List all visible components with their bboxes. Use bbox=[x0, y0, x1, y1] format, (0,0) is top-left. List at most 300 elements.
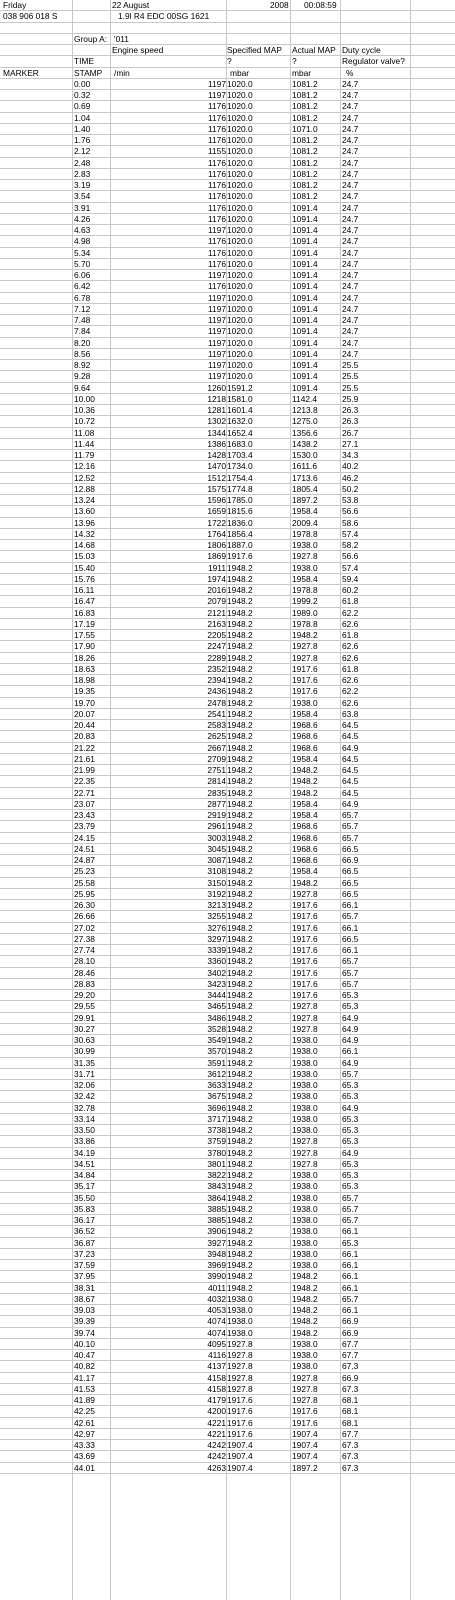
engine-speed-cell[interactable]: 3780 bbox=[207, 1147, 226, 1158]
specified-map-cell[interactable]: 1917.6 bbox=[227, 1395, 253, 1405]
actual-map-cell[interactable]: 1091.4 bbox=[292, 303, 318, 314]
time-stamp-cell[interactable]: 32.78 bbox=[74, 1102, 95, 1113]
engine-speed-cell[interactable]: 1218 bbox=[207, 393, 226, 404]
actual-map-cell[interactable]: 1938.0 bbox=[292, 1125, 318, 1135]
duty-cycle-cell[interactable]: 24.7 bbox=[342, 303, 359, 314]
duty-unit-cell[interactable]: % bbox=[346, 67, 354, 78]
duty-cycle-cell[interactable]: 24.7 bbox=[342, 101, 359, 112]
actual-map-cell[interactable]: 1968.6 bbox=[292, 742, 318, 753]
duty-cycle-cell[interactable]: 62.2 bbox=[342, 607, 359, 618]
actual-map-cell[interactable]: 1091.4 bbox=[292, 281, 318, 292]
duty-cycle-cell[interactable]: 67.3 bbox=[342, 1361, 359, 1372]
duty-cycle-cell[interactable]: 66.9 bbox=[342, 1316, 359, 1327]
actual-map-cell[interactable]: 1927.8 bbox=[292, 1383, 318, 1394]
duty-cycle-cell[interactable]: 24.7 bbox=[342, 112, 359, 123]
time-stamp-cell[interactable]: 29.55 bbox=[74, 1001, 95, 1012]
duty-cycle-cell[interactable]: 64.5 bbox=[342, 753, 359, 764]
engine-speed-cell[interactable]: 3864 bbox=[207, 1192, 226, 1203]
engine-speed-cell[interactable]: 3087 bbox=[207, 855, 226, 865]
specified-map-cell[interactable]: 1927.8 bbox=[227, 1372, 253, 1383]
time-stamp-cell[interactable]: 26.30 bbox=[74, 900, 95, 910]
duty-cycle-cell[interactable]: 67.3 bbox=[342, 1440, 359, 1450]
duty-cycle-cell[interactable]: 65.7 bbox=[342, 911, 359, 922]
time-stamp-cell[interactable]: 20.44 bbox=[74, 720, 95, 730]
time-stamp-cell[interactable]: 19.35 bbox=[74, 686, 95, 697]
engine-speed-cell[interactable]: 3297 bbox=[207, 933, 226, 944]
actual-map-cell[interactable]: 1091.4 bbox=[292, 348, 318, 359]
actual-map-cell[interactable]: 1958.4 bbox=[292, 573, 318, 584]
engine-speed-cell[interactable]: 1974 bbox=[207, 573, 226, 584]
duty-cycle-cell[interactable]: 65.3 bbox=[342, 1113, 359, 1124]
actual-map-cell[interactable]: 1897.2 bbox=[292, 1462, 318, 1473]
time-stamp-cell[interactable]: 7.84 bbox=[74, 326, 91, 337]
specified-map-cell[interactable]: 1948.2 bbox=[227, 821, 253, 832]
duty-cycle-cell[interactable]: 62.6 bbox=[342, 618, 359, 629]
actual-map-cell[interactable]: 1917.6 bbox=[292, 945, 318, 955]
engine-speed-cell[interactable]: 3045 bbox=[207, 843, 226, 854]
actual-map-cell[interactable]: 1091.4 bbox=[292, 202, 318, 213]
actual-map-cell[interactable]: 1081.2 bbox=[292, 101, 318, 112]
actual-map-cell[interactable]: 1917.6 bbox=[292, 967, 318, 978]
specified-map-cell[interactable]: 1948.2 bbox=[227, 1125, 253, 1135]
actual-map-cell[interactable]: 1948.2 bbox=[292, 776, 318, 787]
engine-speed-cell[interactable]: 3759 bbox=[207, 1136, 226, 1147]
actual-map-cell[interactable]: 1938.0 bbox=[292, 1350, 318, 1360]
engine-speed-cell[interactable]: 3717 bbox=[207, 1113, 226, 1124]
actual-map-cell[interactable]: 1958.4 bbox=[292, 810, 318, 820]
time-stamp-cell[interactable]: 23.79 bbox=[74, 821, 95, 832]
specified-map-cell[interactable]: 1948.2 bbox=[227, 596, 253, 607]
duty-cycle-cell[interactable]: 24.7 bbox=[342, 191, 359, 202]
engine-speed-cell[interactable]: 1197 bbox=[207, 270, 226, 280]
time-stamp-cell[interactable]: 0.00 bbox=[74, 78, 91, 89]
duty-cycle-cell[interactable]: 67.3 bbox=[342, 1451, 359, 1462]
actual-map-cell[interactable]: 2009.4 bbox=[292, 517, 318, 528]
engine-speed-cell[interactable]: 1344 bbox=[207, 427, 226, 438]
actual-map-cell[interactable]: 1530.0 bbox=[292, 450, 318, 460]
engine-speed-cell[interactable]: 1155 bbox=[207, 146, 226, 157]
actual-map-cell[interactable]: 1713.6 bbox=[292, 472, 318, 483]
actual-map-cell[interactable]: 1999.2 bbox=[292, 596, 318, 607]
engine-speed-cell[interactable]: 1386 bbox=[207, 438, 226, 449]
actual-map-cell[interactable]: 1938.0 bbox=[292, 697, 318, 708]
actual-map-header[interactable]: Actual MAP bbox=[292, 45, 336, 55]
time-stamp-cell[interactable]: 34.19 bbox=[74, 1147, 95, 1158]
duty-cycle-cell[interactable]: 24.7 bbox=[342, 202, 359, 213]
specified-map-cell[interactable]: 1020.0 bbox=[227, 337, 253, 348]
time-stamp-cell[interactable]: 22.35 bbox=[74, 776, 95, 787]
engine-speed-cell[interactable]: 4158 bbox=[207, 1383, 226, 1394]
duty-cycle-cell[interactable]: 65.7 bbox=[342, 821, 359, 832]
duty-cycle-cell[interactable]: 24.7 bbox=[342, 292, 359, 303]
ecu-info-cell[interactable]: 1.9l R4 EDC 00SG 1621 bbox=[118, 11, 210, 22]
specified-map-cell[interactable]: 1754.4 bbox=[227, 472, 253, 483]
engine-speed-cell[interactable]: 3633 bbox=[207, 1080, 226, 1090]
actual-map-cell[interactable]: 1938.0 bbox=[292, 562, 318, 573]
engine-speed-cell[interactable]: 1197 bbox=[207, 303, 226, 314]
engine-speed-cell[interactable]: 2016 bbox=[207, 585, 226, 595]
actual-map-cell[interactable]: 1907.4 bbox=[292, 1428, 318, 1439]
actual-map-cell[interactable]: 1356.6 bbox=[292, 427, 318, 438]
actual-map-cell[interactable]: 1907.4 bbox=[292, 1451, 318, 1462]
time-stamp-cell[interactable]: 19.70 bbox=[74, 697, 95, 708]
time-stamp-cell[interactable]: 38.31 bbox=[74, 1282, 95, 1293]
actual-map-cell[interactable]: 1938.0 bbox=[292, 1068, 318, 1079]
duty-cycle-cell[interactable]: 66.5 bbox=[342, 843, 359, 854]
engine-speed-cell[interactable]: 1197 bbox=[207, 371, 226, 382]
engine-speed-cell[interactable]: 4095 bbox=[207, 1338, 226, 1349]
duty-cycle-cell[interactable]: 61.8 bbox=[342, 596, 359, 607]
engine-speed-cell[interactable]: 4221 bbox=[207, 1428, 226, 1439]
actual-map-cell[interactable]: 1948.2 bbox=[292, 1305, 318, 1315]
duty-cycle-cell[interactable]: 65.3 bbox=[342, 1136, 359, 1147]
time-stamp-cell[interactable]: 34.84 bbox=[74, 1170, 95, 1180]
year-cell[interactable]: 2008 bbox=[270, 0, 289, 10]
specified-map-cell[interactable]: 1020.0 bbox=[227, 225, 253, 235]
actual-map-cell[interactable]: 1927.8 bbox=[292, 652, 318, 663]
specified-map-cell[interactable]: 1948.2 bbox=[227, 1170, 253, 1180]
engine-speed-cell[interactable]: 2541 bbox=[207, 708, 226, 719]
actual-map-cell[interactable]: 1938.0 bbox=[292, 1260, 318, 1270]
engine-speed-cell[interactable]: 2352 bbox=[207, 663, 226, 674]
time-stamp-cell[interactable]: 37.23 bbox=[74, 1248, 95, 1259]
engine-speed-cell[interactable]: 3402 bbox=[207, 967, 226, 978]
duty-cycle-cell[interactable]: 66.9 bbox=[342, 1372, 359, 1383]
time-stamp-cell[interactable]: 41.89 bbox=[74, 1395, 95, 1405]
time-stamp-cell[interactable]: 37.59 bbox=[74, 1260, 95, 1270]
specified-map-cell[interactable]: 1948.2 bbox=[227, 911, 253, 922]
actual-map-cell[interactable]: 1948.2 bbox=[292, 1271, 318, 1282]
duty-cycle-cell[interactable]: 64.9 bbox=[342, 1147, 359, 1158]
duty-cycle-cell[interactable]: 62.6 bbox=[342, 675, 359, 685]
engine-speed-cell[interactable]: 3843 bbox=[207, 1181, 226, 1192]
duty-cycle-cell[interactable]: 34.3 bbox=[342, 450, 359, 460]
engine-speed-header[interactable]: Engine speed bbox=[112, 45, 164, 55]
engine-speed-cell[interactable]: 1302 bbox=[207, 416, 226, 427]
duty-cycle-cell[interactable]: 65.3 bbox=[342, 1001, 359, 1012]
engine-speed-cell[interactable]: 3150 bbox=[207, 877, 226, 888]
time-stamp-cell[interactable]: 24.51 bbox=[74, 843, 95, 854]
duty-cycle-cell[interactable]: 24.7 bbox=[342, 180, 359, 190]
duty-cycle-cell[interactable]: 67.3 bbox=[342, 1462, 359, 1473]
time-stamp-cell[interactable]: 17.90 bbox=[74, 641, 95, 652]
specified-map-cell[interactable]: 1020.0 bbox=[227, 135, 253, 145]
specified-map-cell[interactable]: 1948.2 bbox=[227, 810, 253, 820]
actual-map-cell[interactable]: 1978.8 bbox=[292, 585, 318, 595]
actual-map-cell[interactable]: 1091.4 bbox=[292, 292, 318, 303]
duty-cycle-cell[interactable]: 53.8 bbox=[342, 495, 359, 505]
specified-map-cell[interactable]: 1948.2 bbox=[227, 1147, 253, 1158]
time-stamp-cell[interactable]: 27.74 bbox=[74, 945, 95, 955]
specified-map-cell[interactable]: 1948.2 bbox=[227, 956, 253, 967]
engine-speed-cell[interactable]: 3885 bbox=[207, 1215, 226, 1225]
specified-map-cell[interactable]: 1948.2 bbox=[227, 1046, 253, 1057]
duty-cycle-cell[interactable]: 66.5 bbox=[342, 888, 359, 899]
specified-map-cell[interactable]: 1632.0 bbox=[227, 416, 253, 427]
engine-speed-cell[interactable]: 1575 bbox=[207, 483, 226, 494]
time-stamp-cell[interactable]: 16.11 bbox=[74, 585, 95, 595]
specified-map-cell[interactable]: 1948.2 bbox=[227, 573, 253, 584]
time-stamp-cell[interactable]: 34.51 bbox=[74, 1158, 95, 1169]
specified-map-cell[interactable]: 1020.0 bbox=[227, 202, 253, 213]
actual-map-cell[interactable]: 1978.8 bbox=[292, 618, 318, 629]
specified-map-cell[interactable]: 1887.0 bbox=[227, 540, 253, 550]
duty-cycle-cell[interactable]: 66.1 bbox=[342, 900, 359, 910]
time-stamp-cell[interactable]: 39.03 bbox=[74, 1305, 95, 1315]
duty-cycle-cell[interactable]: 25.5 bbox=[342, 382, 359, 393]
actual-map-cell[interactable]: 1091.4 bbox=[292, 225, 318, 235]
engine-speed-cell[interactable]: 3675 bbox=[207, 1091, 226, 1102]
actual-map-cell[interactable]: 1948.2 bbox=[292, 1327, 318, 1338]
actual-map-cell[interactable]: 1958.4 bbox=[292, 866, 318, 877]
engine-speed-cell[interactable]: 4158 bbox=[207, 1372, 226, 1383]
time-stamp-cell[interactable]: 27.38 bbox=[74, 933, 95, 944]
engine-speed-cell[interactable]: 3738 bbox=[207, 1125, 226, 1135]
specified-map-cell[interactable]: 1948.2 bbox=[227, 1113, 253, 1124]
specified-map-cell[interactable]: 1020.0 bbox=[227, 236, 253, 247]
actual-map-cell[interactable]: 1917.6 bbox=[292, 900, 318, 910]
duty-cycle-cell[interactable]: 24.7 bbox=[342, 337, 359, 348]
engine-speed-cell[interactable]: 3255 bbox=[207, 911, 226, 922]
actual-map-cell[interactable]: 1142.4 bbox=[292, 393, 317, 404]
actual-map-cell[interactable]: 1938.0 bbox=[292, 1170, 318, 1180]
actual-map-cell[interactable]: 1927.8 bbox=[292, 641, 318, 652]
duty-cycle-cell[interactable]: 67.7 bbox=[342, 1428, 359, 1439]
specified-map-cell[interactable]: 1948.2 bbox=[227, 585, 253, 595]
duty-cycle-cell[interactable]: 65.3 bbox=[342, 1125, 359, 1135]
actual-map-cell[interactable]: 1958.4 bbox=[292, 798, 318, 809]
time-stamp-cell[interactable]: 6.78 bbox=[74, 292, 91, 303]
time-stamp-cell[interactable]: 0.32 bbox=[74, 90, 91, 100]
specified-map-cell[interactable]: 1917.6 bbox=[227, 1417, 253, 1428]
specified-map-cell[interactable]: 1948.2 bbox=[227, 1068, 253, 1079]
specified-map-cell[interactable]: 1785.0 bbox=[227, 495, 253, 505]
engine-speed-cell[interactable]: 2247 bbox=[207, 641, 226, 652]
engine-speed-cell[interactable]: 1764 bbox=[207, 528, 226, 539]
engine-speed-cell[interactable]: 1176 bbox=[207, 157, 226, 168]
engine-speed-cell[interactable]: 4137 bbox=[207, 1361, 226, 1372]
actual-map-cell[interactable]: 1091.4 bbox=[292, 360, 318, 370]
day-cell[interactable]: Friday bbox=[3, 0, 27, 10]
duty-cycle-cell[interactable]: 62.2 bbox=[342, 686, 359, 697]
duty-cycle-cell[interactable]: 64.5 bbox=[342, 720, 359, 730]
specified-map-cell[interactable]: 1948.2 bbox=[227, 978, 253, 989]
engine-speed-cell[interactable]: 1176 bbox=[207, 168, 226, 179]
duty-cycle-cell[interactable]: 65.3 bbox=[342, 1158, 359, 1169]
actual-map-cell[interactable]: 1927.8 bbox=[292, 1158, 318, 1169]
time-stamp-cell[interactable]: 1.76 bbox=[74, 135, 91, 145]
engine-speed-cell[interactable]: 3444 bbox=[207, 990, 226, 1000]
time-stamp-cell[interactable]: 21.99 bbox=[74, 765, 95, 775]
time-stamp-cell[interactable]: 11.79 bbox=[74, 450, 95, 460]
time-stamp-cell[interactable]: 8.92 bbox=[74, 360, 91, 370]
duty-cycle-cell[interactable]: 64.9 bbox=[342, 1023, 359, 1034]
specified-map-cell[interactable]: 1948.2 bbox=[227, 618, 253, 629]
regulator-valve-header[interactable]: Regulator valve? bbox=[342, 56, 405, 67]
duty-cycle-cell[interactable]: 24.7 bbox=[342, 247, 359, 258]
specified-map-cell[interactable]: 1020.0 bbox=[227, 112, 253, 123]
time-stamp-cell[interactable]: 15.03 bbox=[74, 551, 95, 562]
actual-map-cell[interactable]: 1091.4 bbox=[292, 337, 318, 348]
time-stamp-cell[interactable]: 12.52 bbox=[74, 472, 95, 483]
actual-map-cell[interactable]: 1927.8 bbox=[292, 1001, 318, 1012]
actual-map-cell[interactable]: 1917.6 bbox=[292, 675, 318, 685]
time-stamp-cell[interactable]: 5.34 bbox=[74, 247, 91, 258]
actual-map-cell[interactable]: 1081.2 bbox=[292, 112, 318, 123]
time-stamp-cell[interactable]: 22.71 bbox=[74, 787, 95, 798]
time-stamp-cell[interactable]: 29.91 bbox=[74, 1012, 95, 1023]
time-stamp-cell[interactable]: 7.48 bbox=[74, 315, 91, 325]
time-stamp-cell[interactable]: 9.64 bbox=[74, 382, 91, 393]
duty-cycle-cell[interactable]: 62.6 bbox=[342, 641, 359, 652]
time-stamp-cell[interactable]: 31.35 bbox=[74, 1057, 95, 1068]
duty-cycle-cell[interactable]: 65.3 bbox=[342, 1080, 359, 1090]
stamp-header[interactable]: STAMP bbox=[74, 67, 103, 78]
specified-map-cell[interactable]: 1927.8 bbox=[227, 1350, 253, 1360]
duty-cycle-cell[interactable]: 64.5 bbox=[342, 787, 359, 798]
specified-map-cell[interactable]: 1917.6 bbox=[227, 551, 253, 562]
engine-speed-cell[interactable]: 1197 bbox=[207, 78, 226, 89]
specified-map-cell[interactable]: 1856.4 bbox=[227, 528, 253, 539]
engine-speed-cell[interactable]: 3885 bbox=[207, 1203, 226, 1214]
actual-map-cell[interactable]: 1081.2 bbox=[292, 135, 318, 145]
rpm-unit-cell[interactable]: /min bbox=[114, 67, 130, 78]
specified-map-cell[interactable]: 1938.0 bbox=[227, 1293, 253, 1304]
specified-map-cell[interactable]: 1938.0 bbox=[227, 1327, 253, 1338]
engine-speed-cell[interactable]: 2478 bbox=[207, 697, 226, 708]
duty-cycle-cell[interactable]: 66.1 bbox=[342, 1282, 359, 1293]
engine-speed-cell[interactable]: 4179 bbox=[207, 1395, 226, 1405]
time-stamp-cell[interactable]: 3.54 bbox=[74, 191, 91, 202]
duty-cycle-cell[interactable]: 57.4 bbox=[342, 562, 359, 573]
actual-map-cell[interactable]: 1091.4 bbox=[292, 326, 318, 337]
duty-cycle-cell[interactable]: 65.7 bbox=[342, 810, 359, 820]
time-stamp-cell[interactable]: 23.43 bbox=[74, 810, 95, 820]
specified-map-cell[interactable]: 1948.2 bbox=[227, 742, 253, 753]
duty-cycle-cell[interactable]: 65.3 bbox=[342, 1181, 359, 1192]
time-stamp-cell[interactable]: 36.87 bbox=[74, 1237, 95, 1248]
engine-speed-cell[interactable]: 1176 bbox=[207, 281, 226, 292]
engine-speed-cell[interactable]: 3549 bbox=[207, 1035, 226, 1045]
actual-map-cell[interactable]: 1938.0 bbox=[292, 1091, 318, 1102]
specified-map-cell[interactable]: 1917.6 bbox=[227, 1428, 253, 1439]
duty-cycle-cell[interactable]: 56.6 bbox=[342, 551, 359, 562]
clock-cell[interactable]: 00:08:59 bbox=[304, 0, 337, 10]
engine-speed-cell[interactable]: 1197 bbox=[207, 90, 226, 100]
engine-speed-cell[interactable]: 3339 bbox=[207, 945, 226, 955]
specified-map-cell[interactable]: 1948.2 bbox=[227, 933, 253, 944]
time-stamp-cell[interactable]: 35.50 bbox=[74, 1192, 95, 1203]
time-stamp-cell[interactable]: 40.10 bbox=[74, 1338, 95, 1349]
specified-map-cell[interactable]: 1948.2 bbox=[227, 652, 253, 663]
duty-cycle-cell[interactable]: 65.3 bbox=[342, 1091, 359, 1102]
actual-map-cell[interactable]: 1091.4 bbox=[292, 382, 318, 393]
actual-map-cell[interactable]: 1927.8 bbox=[292, 1372, 318, 1383]
time-stamp-cell[interactable]: 42.25 bbox=[74, 1406, 95, 1417]
specified-map-cell[interactable]: 1948.2 bbox=[227, 630, 253, 640]
time-stamp-cell[interactable]: 32.42 bbox=[74, 1091, 95, 1102]
time-stamp-cell[interactable]: 3.91 bbox=[74, 202, 91, 213]
engine-speed-cell[interactable]: 2814 bbox=[207, 776, 226, 787]
time-stamp-cell[interactable]: 39.39 bbox=[74, 1316, 95, 1327]
time-stamp-cell[interactable]: 28.46 bbox=[74, 967, 95, 978]
specified-map-cell[interactable]: 1948.2 bbox=[227, 877, 253, 888]
engine-speed-cell[interactable]: 3990 bbox=[207, 1271, 226, 1282]
duty-cycle-cell[interactable]: 66.1 bbox=[342, 922, 359, 933]
duty-cycle-cell[interactable]: 66.9 bbox=[342, 1327, 359, 1338]
specified-map-cell[interactable]: 1907.4 bbox=[227, 1451, 253, 1462]
time-stamp-cell[interactable]: 31.71 bbox=[74, 1068, 95, 1079]
duty-cycle-cell[interactable]: 24.7 bbox=[342, 326, 359, 337]
actual-map-cell[interactable]: 1091.4 bbox=[292, 315, 318, 325]
engine-speed-cell[interactable]: 1176 bbox=[207, 112, 226, 123]
time-stamp-cell[interactable]: 30.27 bbox=[74, 1023, 95, 1034]
actual-map-cell[interactable]: 1091.4 bbox=[292, 258, 318, 269]
duty-cycle-cell[interactable]: 64.9 bbox=[342, 1057, 359, 1068]
time-stamp-cell[interactable]: 7.12 bbox=[74, 303, 91, 314]
duty-cycle-cell[interactable]: 64.5 bbox=[342, 776, 359, 787]
specified-map-cell[interactable]: 1020.0 bbox=[227, 326, 253, 337]
engine-speed-cell[interactable]: 3213 bbox=[207, 900, 226, 910]
engine-speed-cell[interactable]: 1428 bbox=[207, 450, 226, 460]
engine-speed-cell[interactable]: 3612 bbox=[207, 1068, 226, 1079]
time-stamp-cell[interactable]: 2.83 bbox=[74, 168, 91, 179]
part-number-cell[interactable]: 038 906 018 S bbox=[3, 11, 58, 22]
actual-map-cell[interactable]: 1948.2 bbox=[292, 1293, 318, 1304]
specified-map-cell[interactable]: 1836.0 bbox=[227, 517, 253, 528]
time-stamp-cell[interactable]: 1.40 bbox=[74, 123, 91, 134]
engine-speed-cell[interactable]: 3948 bbox=[207, 1248, 226, 1259]
duty-cycle-cell[interactable]: 65.3 bbox=[342, 990, 359, 1000]
specified-map-cell[interactable]: 1917.6 bbox=[227, 1406, 253, 1417]
time-stamp-cell[interactable]: 20.07 bbox=[74, 708, 95, 719]
time-stamp-cell[interactable]: 12.88 bbox=[74, 483, 95, 494]
time-stamp-cell[interactable]: 13.60 bbox=[74, 506, 95, 517]
specified-map-cell[interactable]: 1948.2 bbox=[227, 1012, 253, 1023]
engine-speed-cell[interactable]: 3570 bbox=[207, 1046, 226, 1057]
actual-map-cell[interactable]: 1948.2 bbox=[292, 765, 318, 775]
actual-map-cell[interactable]: 1081.2 bbox=[292, 90, 318, 100]
duty-cycle-cell[interactable]: 24.7 bbox=[342, 146, 359, 157]
duty-cycle-cell[interactable]: 24.7 bbox=[342, 168, 359, 179]
specified-map-cell[interactable]: 1948.2 bbox=[227, 990, 253, 1000]
specified-map-cell[interactable]: 1948.2 bbox=[227, 708, 253, 719]
specified-map-cell[interactable]: 1020.0 bbox=[227, 247, 253, 258]
actual-map-cell[interactable]: 1938.0 bbox=[292, 1057, 318, 1068]
actual-map-cell[interactable]: 1917.6 bbox=[292, 686, 318, 697]
time-stamp-cell[interactable]: 10.00 bbox=[74, 393, 95, 404]
actual-map-cell[interactable]: 1081.2 bbox=[292, 180, 318, 190]
actual-map-cell[interactable]: 1948.2 bbox=[292, 787, 318, 798]
engine-speed-cell[interactable]: 3108 bbox=[207, 866, 226, 877]
specified-map-cell[interactable]: 1927.8 bbox=[227, 1383, 253, 1394]
specified-map-cell[interactable]: 1581.0 bbox=[227, 393, 253, 404]
actual-map-cell[interactable]: 1081.2 bbox=[292, 157, 318, 168]
engine-speed-cell[interactable]: 3591 bbox=[207, 1057, 226, 1068]
specified-map-cell[interactable]: 1948.2 bbox=[227, 697, 253, 708]
duty-cycle-cell[interactable]: 67.7 bbox=[342, 1338, 359, 1349]
time-stamp-cell[interactable]: 28.83 bbox=[74, 978, 95, 989]
engine-speed-cell[interactable]: 2625 bbox=[207, 731, 226, 742]
actual-map-cell[interactable]: 1927.8 bbox=[292, 888, 318, 899]
specified-map-cell[interactable]: 1948.2 bbox=[227, 1203, 253, 1214]
spec-question-cell[interactable]: ? bbox=[227, 56, 232, 67]
duty-cycle-cell[interactable]: 65.7 bbox=[342, 1215, 359, 1225]
time-stamp-cell[interactable]: 17.55 bbox=[74, 630, 95, 640]
specified-map-cell[interactable]: 1948.2 bbox=[227, 945, 253, 955]
specified-map-cell[interactable]: 1020.0 bbox=[227, 281, 253, 292]
time-stamp-cell[interactable]: 40.47 bbox=[74, 1350, 95, 1360]
